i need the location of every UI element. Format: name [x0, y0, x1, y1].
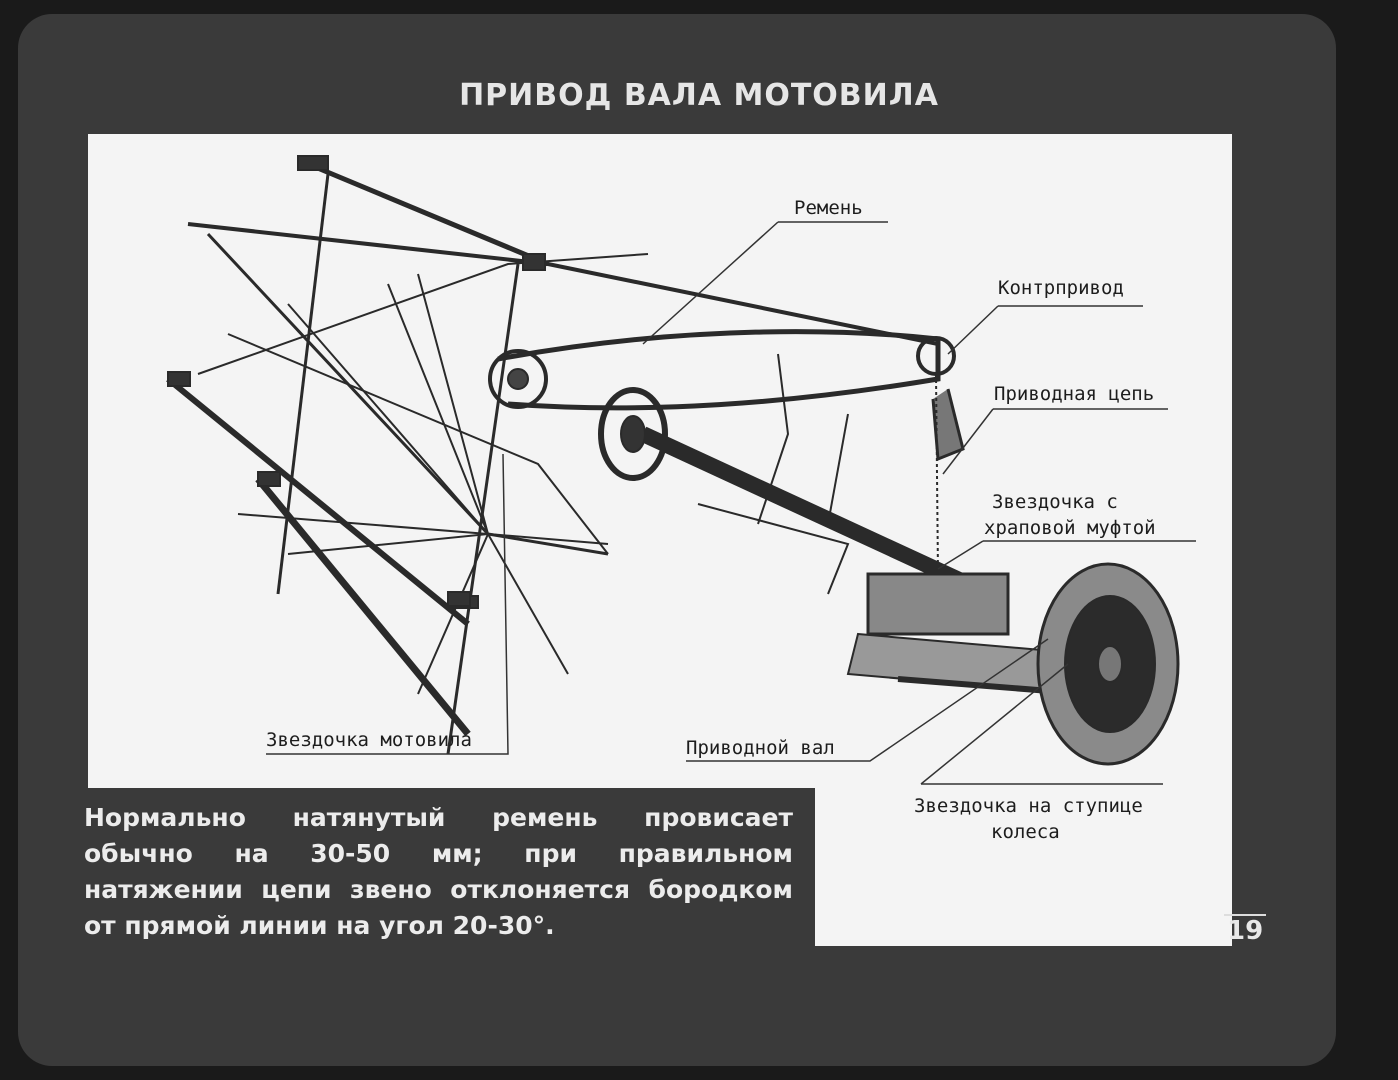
label-sprocket-ratchet-line2: храповой муфтой [984, 517, 1156, 539]
label-counter-drive: Контрпривод [998, 277, 1124, 299]
slide-title: ПРИВОД ВАЛА МОТОВИЛА [459, 78, 939, 113]
label-hub-sprocket-line1: Звездочка на ступице [914, 795, 1143, 817]
label-drive-shaft: Приводной вал [686, 737, 835, 759]
label-reel-sprocket: Звездочка мотовила [266, 729, 472, 751]
caption-text: Нормально натянутый ремень провисает обычно на 30-50 мм; при правильном натяжении цепи звено отклоняется бородком от прямой линии на угол 20-30°. [84, 803, 793, 940]
label-drive-chain: Приводная цепь [994, 383, 1155, 405]
label-belt: Ремень [794, 197, 863, 219]
label-hub-sprocket-line2: колеса [991, 821, 1060, 843]
caption-box [70, 788, 815, 960]
page-number: 19 [1224, 914, 1266, 946]
label-sprocket-ratchet-line1: Звездочка с [992, 491, 1118, 513]
